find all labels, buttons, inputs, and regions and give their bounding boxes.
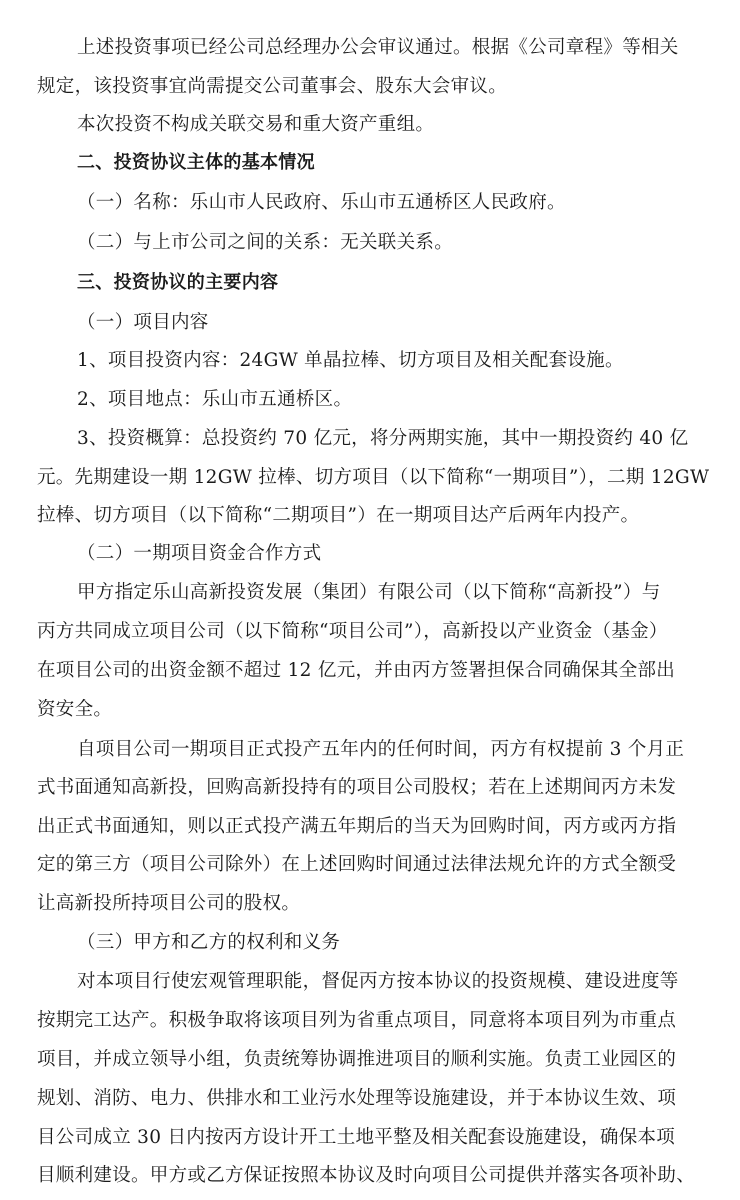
paragraph-line: 定的第三方（项目公司除外）在上述回购时间通过法律法规允许的方式全额受 xyxy=(37,854,677,875)
paragraph-line: 让高新投所持项目公司的股权。 xyxy=(37,893,301,914)
subsection-heading: （一）项目内容 xyxy=(77,312,209,333)
paragraph-line: 目顺利建设。甲方或乙方保证按照本协议及时向项目公司提供并落实各项补助、 xyxy=(37,1165,696,1186)
paragraph-line: 甲方指定乐山高新投资发展（集团）有限公司（以下简称“高新投”）与 xyxy=(77,582,661,603)
paragraph-line: 对本项目行使宏观管理职能，督促丙方按本协议的投资规模、建设进度等 xyxy=(77,971,679,992)
paragraph-line: 本次投资不构成关联交易和重大资产重组。 xyxy=(77,114,435,135)
paragraph-line: 拉棒、切方项目（以下简称“二期项目”）在一期项目达产后两年内投产。 xyxy=(37,505,640,526)
paragraph-line: 元。先期建设一期 12GW 拉棒、切方项目（以下简称“一期项目”），二期 12GW xyxy=(37,467,710,488)
paragraph-line: 资安全。 xyxy=(37,699,113,720)
paragraph-line: 目公司成立 30 日内按丙方设计开工土地平整及相关配套设施建设，确保本项 xyxy=(37,1127,676,1148)
paragraph-line: 丙方共同成立项目公司（以下简称“项目公司”），高新投以产业资金（基金） xyxy=(37,621,668,642)
paragraph-line: 3、投资概算：总投资约 70 亿元，将分两期实施，其中一期投资约 40 亿 xyxy=(77,428,689,449)
section-heading: 二、投资协议主体的基本情况 xyxy=(77,152,315,173)
subsection-heading: （二）一期项目资金合作方式 xyxy=(77,543,322,564)
paragraph-line: 1、项目投资内容：24GW 单晶拉棒、切方项目及相关配套设施。 xyxy=(77,350,624,371)
paragraph-line: 出正式书面通知，则以正式投产满五年期后的当天为回购时间，丙方或丙方指 xyxy=(37,816,677,837)
paragraph-line: 项目，并成立领导小组，负责统筹协调推进项目的顺利实施。负责工业园区的 xyxy=(37,1049,677,1070)
paragraph-line: 规定，该投资事宜尚需提交公司董事会、股东大会审议。 xyxy=(37,76,508,97)
paragraph-line: 按期完工达产。积极争取将该项目列为省重点项目，同意将本项目列为市重点 xyxy=(37,1010,677,1031)
paragraph-line: （一）名称：乐山市人民政府、乐山市五通桥区人民政府。 xyxy=(77,192,566,213)
paragraph-line: 在项目公司的出资金额不超过 12 亿元，并由丙方签署担保合同确保其全部出 xyxy=(37,660,676,681)
paragraph-line: 式书面通知高新投，回购高新投持有的项目公司股权；若在上述期间丙方未发 xyxy=(37,777,677,798)
paragraph-line: 上述投资事项已经公司总经理办公会审议通过。根据《公司章程》等相关 xyxy=(77,37,679,58)
paragraph-line: 自项目公司一期项目正式投产五年内的任何时间，丙方有权提前 3 个月正 xyxy=(77,739,685,760)
section-heading: 三、投资协议的主要内容 xyxy=(77,272,279,293)
subsection-heading: （三）甲方和乙方的权利和义务 xyxy=(77,932,341,953)
paragraph-line: 规划、消防、电力、供排水和工业污水处理等设施建设，并于本协议生效、项 xyxy=(37,1088,677,1109)
paragraph-line: （二）与上市公司之间的关系：无关联关系。 xyxy=(77,232,454,253)
paragraph-line: 2、项目地点：乐山市五通桥区。 xyxy=(77,389,353,410)
